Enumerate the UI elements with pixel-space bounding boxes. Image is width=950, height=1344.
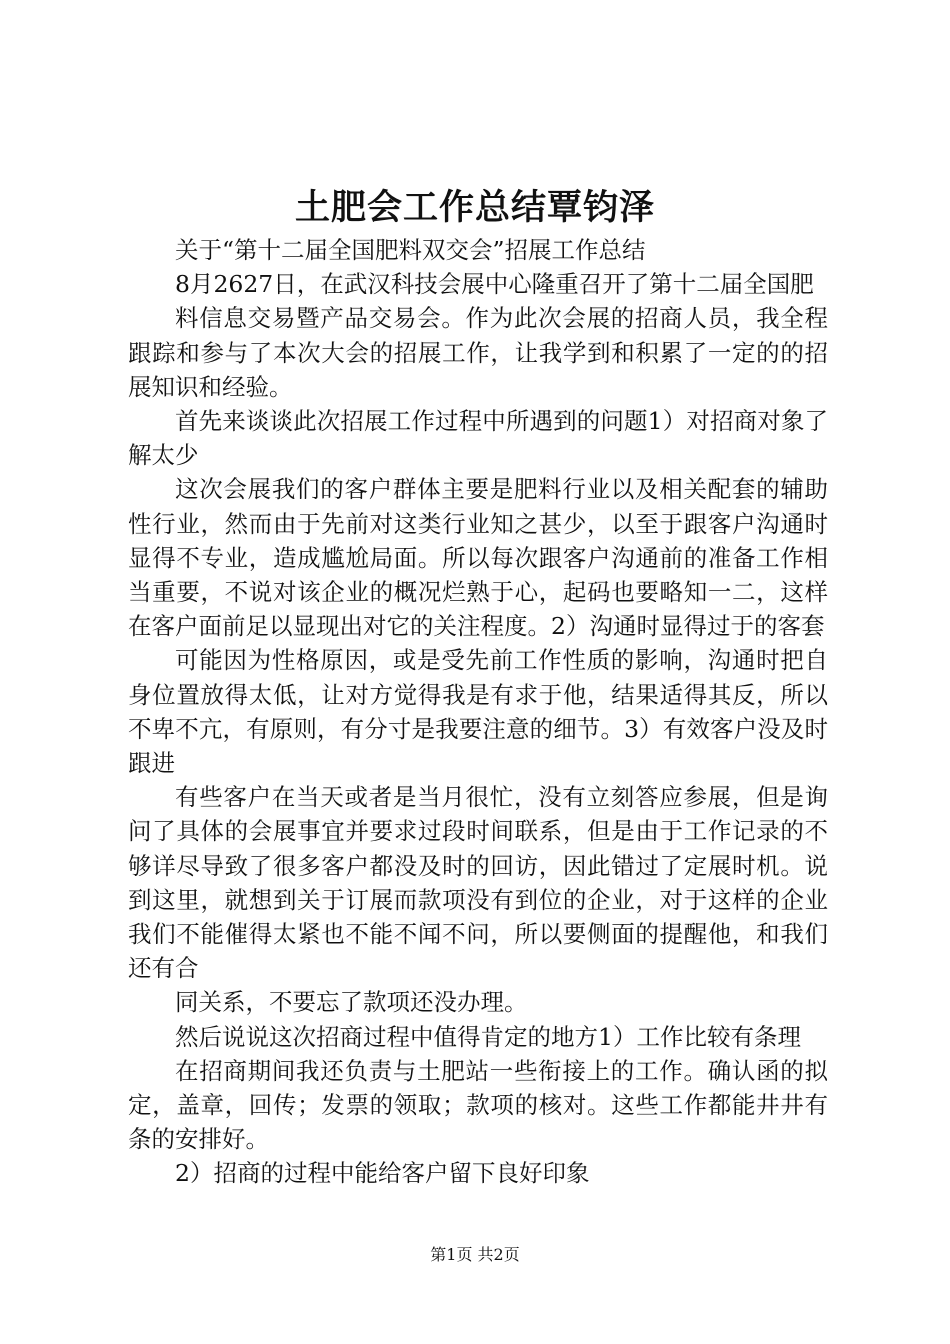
- paragraph-date-intro: 8月2627日，在武汉科技会展中心隆重召开了第十二届全国肥: [175, 270, 814, 299]
- document-title: 土肥会工作总结覃钧泽: [294, 187, 655, 228]
- document-body: [128, 233, 828, 1191]
- paragraph-exhibition-intro: 料信息交易暨产品交易会。作为此次会展的招商人员，我全程跟踪和参与了本次大会的招展工作，让我学到和积累了一定的的招展知识和经验。: [128, 304, 828, 401]
- paragraph-contract: 同关系，不要忘了款项还没办理。: [175, 988, 528, 1017]
- paragraph-heading: 关于“第十二届全国肥料双交会”招展工作总结: [175, 236, 646, 264]
- paragraph-positive-1: 在招商期间我还负责与土肥站一些衔接上的工作。确认函的拟定，盖章，回传；发票的领取；款项的核对。这些工作都能井井有条的安排好。: [128, 1056, 828, 1154]
- paragraph-problem-3: 有些客户在当天或者是当月很忙，没有立刻答应参展，但是询问了具体的会展事宜并要求过段时间联系，但是由于工作记录的不够详尽导致了很多客户都没及时的回访，因此错过了定展时机。说到这里，就想到关于订展而款项没有到位的企业，对于这样的企业我们不能催得太紧也不能不闻不问，所以要侧面的提醒他，和我们还有合: [128, 783, 828, 983]
- paragraph-problem-1: 这次会展我们的客户群体主要是肥料行业以及相关配套的辅助性行业，然而由于先前对这类行业知之甚少，以至于跟客户沟通时显得不专业，造成尴尬局面。所以每次跟客户沟通前的准备工作相当重要，不说对该企业的概况烂熟于心，起码也要略知一二，这样在客户面前足以显现出对它的关注程度。2）沟通时显得过于的客套: [128, 475, 828, 641]
- paragraph-positives-heading: 然后说说这次招商过程中值得肯定的地方1）工作比较有条理: [175, 1022, 801, 1051]
- paragraph-problems-heading: 首先来谈谈此次招展工作过程中所遇到的问题1）对招商对象了解太少: [128, 407, 828, 470]
- paragraph-positive-2: 2）招商的过程中能给客户留下良好印象: [175, 1159, 590, 1188]
- paragraph-problem-2: 可能因为性格原因，或是受先前工作性质的影响，沟通时把自身位置放得太低，让对方觉得我是有求于他，结果适得其反，所以不卑不亢，有原则，有分寸是我要注意的细节。3）有效客户没及时跟进: [128, 646, 828, 778]
- page-footer: 第1页 共2页: [430, 1245, 520, 1264]
